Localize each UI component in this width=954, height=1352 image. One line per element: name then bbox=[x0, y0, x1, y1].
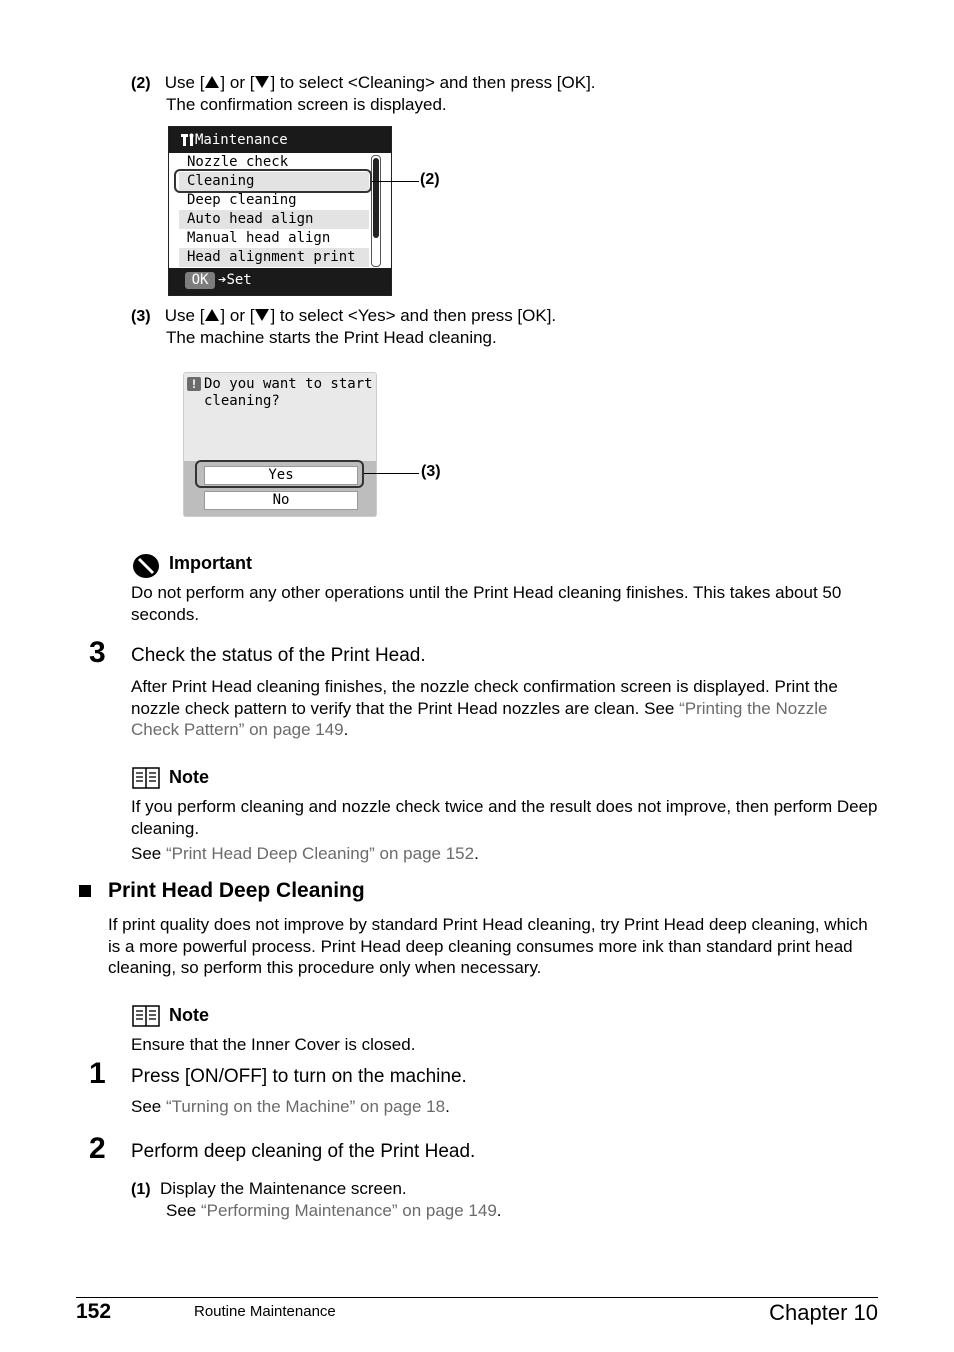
ok-button[interactable]: OK bbox=[185, 272, 215, 289]
confirm-question: Do you want to start cleaning? bbox=[204, 376, 373, 409]
step-3-title: Check the status of the Print Head. bbox=[131, 645, 426, 666]
step-number-3: 3 bbox=[89, 636, 106, 669]
substep-label: (2) bbox=[131, 75, 151, 92]
link-deep-cleaning[interactable]: “Print Head Deep Cleaning” on page 152 bbox=[165, 844, 475, 863]
menu-item-cleaning[interactable]: Cleaning bbox=[179, 172, 369, 191]
confirm-screen bbox=[183, 372, 377, 517]
page-number: 152 bbox=[76, 1300, 112, 1323]
note-1-see: See “Print Head Deep Cleaning” on page 152. bbox=[131, 844, 479, 863]
wrench-icon bbox=[181, 133, 195, 147]
selection-highlight-yes bbox=[195, 460, 364, 488]
substep-3-text: (3) Use [ ] or [ ] to select <Yes> and then press [OK]. bbox=[131, 306, 557, 325]
note-book-icon bbox=[132, 1005, 160, 1027]
menu-item-head-alignment-print[interactable]: Head alignment print bbox=[179, 248, 369, 267]
down-arrow-icon bbox=[254, 75, 270, 89]
important-heading: Important bbox=[169, 553, 252, 573]
note-2-text: Ensure that the Inner Cover is closed. bbox=[131, 1035, 416, 1054]
up-arrow-icon bbox=[204, 308, 220, 322]
scrollbar-thumb[interactable] bbox=[373, 158, 379, 238]
substep-3-line2: The machine starts the Print Head cleaning. bbox=[166, 328, 497, 347]
menu-item-deep-cleaning[interactable]: Deep cleaning bbox=[187, 192, 297, 208]
step-3-body: After Print Head cleaning finishes, the nozzle check confirmation screen is displayed. Print the nozzle check pattern to verify that the Print Head nozzles are clean. See “Printing the Nozzle Check Pattern” on page 149. bbox=[131, 677, 838, 739]
callout-label-2: (2) bbox=[420, 171, 440, 188]
substep-2-text: (2) Use [ ] or [ ] to select <Cleaning> and then press [OK]. bbox=[131, 73, 596, 92]
set-label: ➔Set bbox=[218, 272, 252, 288]
no-button[interactable]: No bbox=[204, 491, 358, 510]
note-2-heading: Note bbox=[169, 1005, 209, 1025]
note-1-heading: Note bbox=[169, 767, 209, 787]
arrow-right-icon: ➔ bbox=[218, 272, 227, 288]
substep-label: (3) bbox=[131, 308, 151, 325]
link-performing-maintenance[interactable]: “Performing Maintenance” on page 149 bbox=[200, 1201, 497, 1220]
menu-item-auto-head-align[interactable]: Auto head align bbox=[179, 210, 369, 229]
scrollbar[interactable] bbox=[371, 155, 381, 267]
important-icon bbox=[132, 553, 160, 579]
menu-item-manual-head-align[interactable]: Manual head align bbox=[187, 230, 331, 246]
callout-line-2 bbox=[372, 181, 419, 182]
dstep-2-see: See “Performing Maintenance” on page 149. bbox=[166, 1201, 502, 1220]
callout-line-3 bbox=[364, 473, 419, 474]
down-arrow-icon bbox=[254, 308, 270, 322]
yes-button[interactable]: Yes bbox=[204, 466, 358, 485]
step-number-2: 2 bbox=[89, 1132, 106, 1165]
exclamation-icon: ! bbox=[187, 377, 201, 391]
dstep-2-sub: (1) Display the Maintenance screen. bbox=[131, 1179, 407, 1198]
up-arrow-icon bbox=[204, 75, 220, 89]
dstep-2-title: Perform deep cleaning of the Print Head. bbox=[131, 1141, 476, 1162]
maintenance-screen bbox=[168, 126, 392, 296]
substep-2-line2: The confirmation screen is displayed. bbox=[166, 95, 447, 114]
dstep-1-title: Press [ON/OFF] to turn on the machine. bbox=[131, 1066, 467, 1087]
screen-footer bbox=[169, 268, 391, 295]
step-number-1: 1 bbox=[89, 1057, 106, 1090]
footer-chapter: Chapter 10 bbox=[769, 1300, 878, 1325]
important-text: Do not perform any other operations until the Print Head cleaning finishes. This takes about 50 seconds. bbox=[131, 583, 842, 624]
link-turning-on[interactable]: “Turning on the Machine” on page 18 bbox=[165, 1097, 446, 1116]
callout-label-3: (3) bbox=[421, 463, 441, 480]
note-1-text: If you perform cleaning and nozzle check twice and the result does not improve, then perform Deep cleaning. bbox=[131, 797, 878, 838]
note-book-icon bbox=[132, 767, 160, 789]
footer-section: Routine Maintenance bbox=[194, 1303, 336, 1320]
footer-rule bbox=[76, 1297, 878, 1298]
section-title: Print Head Deep Cleaning bbox=[108, 879, 365, 902]
screen-title: Maintenance bbox=[195, 132, 288, 148]
menu-item-nozzle-check[interactable]: Nozzle check bbox=[187, 154, 289, 170]
section-bullet-icon bbox=[79, 885, 91, 897]
selection-highlight-cleaning bbox=[174, 169, 372, 193]
screen-title-bar bbox=[169, 127, 391, 153]
link-nozzle-check-pattern[interactable]: “Printing the Nozzle Check Pattern” on page 149 bbox=[131, 698, 828, 739]
dstep-1-see: See “Turning on the Machine” on page 18. bbox=[131, 1097, 450, 1116]
section-body: If print quality does not improve by standard Print Head cleaning, try Print Head deep cleaning, which is a more powerful process. Print Head deep cleaning consumes more ink than standard print head cleaning, so perform this procedure only when necessary. bbox=[108, 915, 868, 977]
